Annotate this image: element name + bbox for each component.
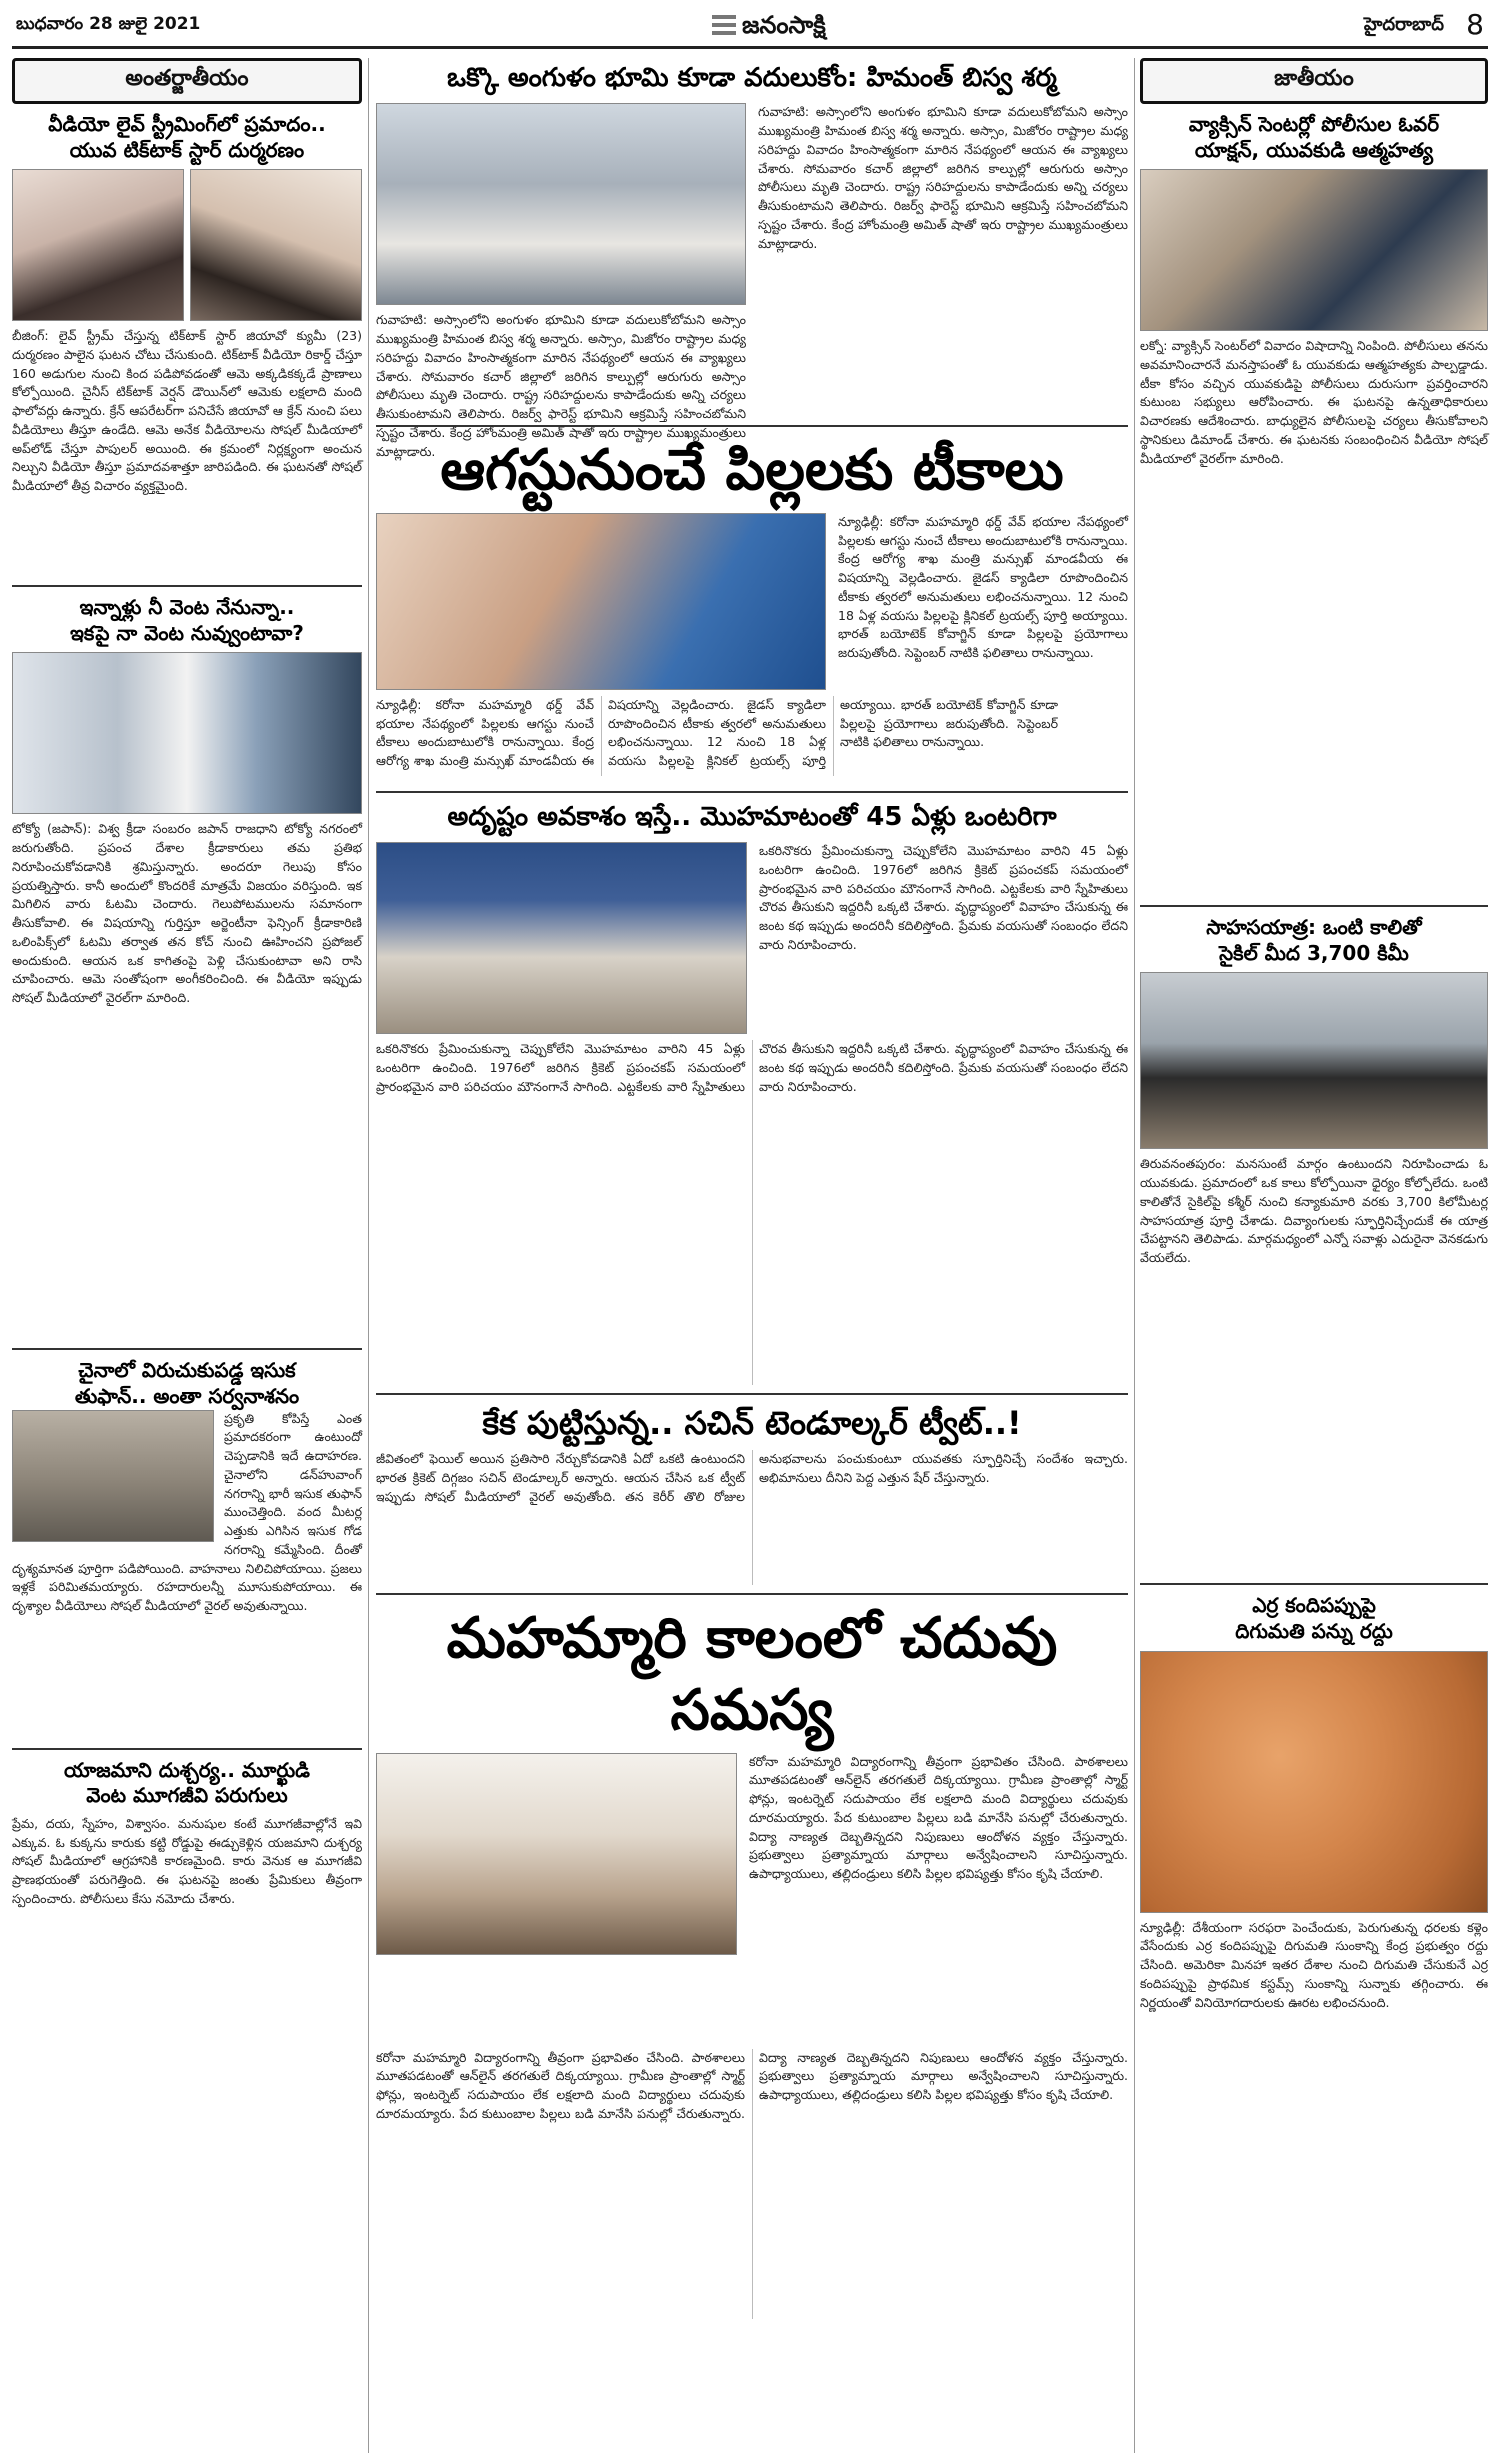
red-lentils-photo bbox=[1140, 1651, 1488, 1913]
story-body: ఒకరినొకరు ప్రేమించుకున్నా చెప్పుకోలేని మొహమాటం వారిని 45 ఏళ్లు ఒంటరిగా ఉంచింది. 1976లో జరిగిన క్రికెట్ ప్రపంచకప్ సమయంలో ప్రారంభమైన వారి పరిచయం మౌనంగానే సాగింది. ఎట్టకేలకు వారి స్నేహితులు చొరవ తీసుకుని ఇద్దరినీ ఒక్కటి చేశారు. వృద్ధాప్యంలో వివాహం చేసుకున్న ఈ జంట కథ ఇప్పుడు అందరినీ కదిలిస్తోంది. ప్రేమకు వయసుతో సంబంధం లేదని వారు నిరూపించారు. bbox=[759, 843, 1132, 952]
story-body: కరోనా మహమ్మారి విద్యారంగాన్ని తీవ్రంగా ప్రభావితం చేసింది. పాఠశాలలు మూతపడటంతో ఆన్‌లైన్ తరగతులే దిక్కయ్యాయి. గ్రామీణ ప్రాంతాల్లో స్మార్ట్ ఫోన్లు, ఇంటర్నెట్ సదుపాయం లేక లక్షలాది మంది విద్యార్థులు చదువుకు దూరమయ్యారు. పేద కుటుంబాల పిల్లలు బడి మానేసి పనుల్లో చేరుతున్నారు. విద్యా నాణ్యత దెబ్బతిన్నదని నిపుణులు ఆందోళన వ్యక్తం చేస్తున్నారు. ప్రభుత్వాలు ప్రత్యామ్నాయ మార్గాలు అన్వేషించాలని సూచిస్తున్నారు. ఉపాధ్యాయులు, తల్లిదండ్రులు కలిసి పిల్లల భవిష్యత్తు కోసం కృషి చేయాలి. bbox=[749, 1753, 1132, 1881]
story-body: తిరువనంతపురం: మనసుంటే మార్గం ఉంటుందని నిరూపించాడు ఓ యువకుడు. ప్రమాదంలో ఒక కాలు కోల్పోయినా ధైర్యం కోల్పోలేదు. ఒంటి కాలితోనే సైకిల్‌పై కశ్మీర్ నుంచి కన్యాకుమారి వరకు 3,700 కిలోమీటర్ల సాహసయాత్ర పూర్తి చేశాడు. దివ్యాంగులకు స్ఫూర్తినిచ్చేందుకే ఈ యాత్ర చేపట్టానని తెలిపాడు. మార్గమధ్యంలో ఎన్నో సవాళ్లు ఎదురైనా వెనకడుగు వేయలేదు. bbox=[1140, 1156, 1492, 1266]
column-divider bbox=[368, 58, 369, 2453]
story-body-continued: న్యూఢిల్లీ: కరోనా మహమ్మారి థర్డ్ వేవ్ భయాల నేపథ్యంలో పిల్లలకు ఆగస్టు నుంచే టీకాలు అందుబాటులోకి రానున్నాయి. కేంద్ర ఆరోగ్య శాఖ మంత్రి మన్సుఖ్ మాండవీయ ఈ విషయాన్ని వెల్లడించారు. జైడస్ క్యాడిలా రూపొందించిన టీకాకు త్వరలో అనుమతులు లభించనున్నాయి. 12 నుంచి 18 ఏళ్ల వయసు పిల్లలపై క్లినికల్ ట్రయల్స్ పూర్తి అయ్యాయి. భారత్ బయోటెక్ కోవాగ్జిన్ కూడా పిల్లలపై ప్రయోగాలు జరుపుతోంది. సెప్టెంబర్ నాటికి ఫలితాలు రానున్నాయి. bbox=[838, 513, 1132, 661]
elderly-couple-photo bbox=[376, 842, 747, 1034]
story-wrap bbox=[12, 1410, 366, 1740]
himanta-sarma-photo bbox=[376, 103, 746, 305]
headline-line: వెంట మూగజీవి పరుగులు bbox=[86, 1783, 288, 1808]
vaccine-injection-photo bbox=[376, 513, 826, 690]
divider bbox=[376, 1593, 1128, 1595]
story-headline bbox=[1140, 112, 1488, 163]
story-headline bbox=[1140, 1593, 1488, 1644]
story-headline: కేక పుట్టిస్తున్న.. సచిన్ టెండూల్కర్ ట్వీట్‌..! bbox=[482, 1404, 1022, 1443]
masthead bbox=[12, 8, 1488, 49]
divider bbox=[12, 1748, 362, 1750]
tiktok-star-photo-2 bbox=[190, 169, 362, 321]
headline-line: ఎర్ర కందిపప్పుపై bbox=[1252, 1593, 1376, 1618]
story-body: టోక్యో (జపాన్): విశ్వ క్రీడా సంబరం జపాన్ రాజధాని టోక్యో నగరంలో జరుగుతోంది. ప్రపంచ దేశాల క్రీడాకారులు తమ ప్రతిభ నిరూపించుకోవడానికి శ్రమిస్తున్నారు. అందరూ గెలుపు కోసం ప్రయత్నిస్తారు. కానీ అందులో కొందరికే మాత్రమే విజయం వరిస్తుంది. ఇక మిగిలిన వారు ఓటమి చెందారు. గెలుపోటములను సమానంగా తీసుకోవాలి. ఈ విషయాన్ని గుర్తిస్తూ అర్జెంటీనా ఫెన్సింగ్ క్రీడాకారిణి ఒలింపిక్స్‌లో ఓటమి తర్వాత తన కోచ్ నుంచి ఊహించని ప్రపోజల్ అందుకుంది. ఆయన ఒక కాగితంపై పెళ్లి చేసుకుంటావా అని రాసి చూపించారు. ఆమె సంతోషంగా అంగీకరించింది. ఈ వీడియో ఇప్పుడు సోషల్ మీడియాలో వైరల్‌గా మారింది. bbox=[12, 821, 366, 1006]
column-divider bbox=[1134, 58, 1135, 2453]
headline-line: యాజమాని దుశ్చర్య.. మూర్ఖుడి bbox=[64, 1757, 310, 1782]
headline-line: యువ టిక్‌టాక్ స్టార్ దుర్మరణం bbox=[69, 137, 305, 162]
divider bbox=[1140, 905, 1488, 907]
story-row bbox=[376, 103, 1132, 459]
section-label-national: జాతీయం bbox=[1140, 58, 1488, 104]
story-body: ప్రకృతి కోపిస్తే ఎంత ప్రమాదకరంగా ఉంటుందో చెప్పడానికి ఇదే ఉదాహరణ. చైనాలోని డన్‌హువాంగ్ నగరాన్ని భారీ ఇసుక తుఫాన్ ముంచెత్తింది. వంద మీటర్ల ఎత్తుకు ఎగిసిన ఇసుక గోడ నగరాన్ని కమ్మేసింది. దీంతో దృశ్యమానత పూర్తిగా పడిపోయింది. వాహనాలు నిలిచిపోయాయి. ప్రజలు ఇళ్లకే పరిమితమయ్యారు. రహదారులన్నీ మూసుకుపోయాయి. ఈ దృశ్యాల వీడియోలు సోషల్ మీడియాలో వైరల్ అవుతున్నాయి. bbox=[12, 1410, 366, 1614]
story-body: లక్నో: వ్యాక్సిన్ సెంటర్‌లో వివాదం విషాదాన్ని నింపింది. పోలీసులు తనను అవమానించారనే మనస్తాపంతో ఓ యువకుడు ఆత్మహత్యకు పాల్పడ్డాడు. టీకా కోసం వచ్చిన యువకుడిపై పోలీసులు దురుసుగా ప్రవర్తించారని కుటుంబ సభ్యులు ఆరోపించారు. ఈ ఘటనపై ఉన్నతాధికారులు విచారణకు ఆదేశించారు. బాధ్యులైన పోలీసులపై చర్యలు తీసుకోవాలని స్థానికులు డిమాండ్ చేశారు. ఈ ఘటనకు సంబంధించిన వీడియో సోషల్ మీడియాలో వైరల్‌గా మారింది. bbox=[1140, 338, 1492, 466]
divider bbox=[12, 1348, 362, 1350]
headline-line: దిగుమతి పన్ను రద్దు bbox=[1235, 1618, 1393, 1643]
headline-line: వ్యాక్సిన్ సెంటర్లో పోలీసుల ఓవర్ bbox=[1188, 112, 1440, 136]
cyclist-photo bbox=[1140, 972, 1488, 1149]
logo-icon bbox=[712, 15, 736, 35]
story-headline bbox=[12, 595, 362, 646]
headline-line: ఇన్నాళ్లు నీ వెంట నేనున్నా.. bbox=[79, 595, 295, 620]
logo-text: జనంసాక్షి bbox=[742, 10, 826, 39]
story-body: ప్రేమ, దయ, స్నేహం, విశ్వాసం. మనుషుల కంటే మూగజీవాల్లోనే ఇవి ఎక్కువ. ఓ కుక్కను కారుకు కట్టి రోడ్డుపై ఈడ్చుకెళ్లిన యజమాని దుశ్చర్య సోషల్ మీడియాలో ఆగ్రహానికి కారణమైంది. కారు వెనుక ఆ మూగజీవి ప్రాణభయంతో పరుగెత్తింది. ఈ ఘటనపై జంతు ప్రేమికులు తీవ్రంగా స్పందించారు. పోలీసులు కేసు నమోదు చేశారు. bbox=[12, 1815, 366, 1906]
fencing-proposal-photo bbox=[12, 652, 362, 814]
divider bbox=[376, 791, 1128, 793]
story-headline: అదృష్టం అవకాశం ఇస్తే.. మొహమాటంతో 45 ఏళ్లు ఒంటరిగా bbox=[447, 801, 1057, 832]
story-headline bbox=[12, 1758, 362, 1809]
sandstorm-photo bbox=[12, 1410, 214, 1542]
headline-line: వీడియో లైవ్ స్ట్రీమింగ్‌లో ప్రమాదం.. bbox=[48, 112, 326, 136]
newspaper-logo bbox=[712, 10, 826, 45]
story-row bbox=[376, 1753, 1132, 2043]
divider bbox=[12, 585, 362, 587]
section-label-international: అంతర్జాతీయం bbox=[12, 58, 362, 104]
edition-city: హైదరాబాద్ bbox=[1363, 14, 1444, 35]
story-body: న్యూఢిల్లీ: కరోనా మహమ్మారి థర్డ్ వేవ్ భయాల నేపథ్యంలో పిల్లలకు ఆగస్టు నుంచే టీకాలు అందుబాటులోకి రానున్నాయి. కేంద్ర ఆరోగ్య శాఖ మంత్రి మన్సుఖ్ మాండవీయ ఈ విషయాన్ని వెల్లడించారు. జైడస్ క్యాడిలా రూపొందించిన టీకాకు త్వరలో అనుమతులు లభించనున్నాయి. 12 నుంచి 18 ఏళ్ల వయసు పిల్లలపై క్లినికల్ ట్రయల్స్ పూర్తి అయ్యాయి. భారత్ బయోటెక్ కోవాగ్జిన్ కూడా పిల్లలపై ప్రయోగాలు జరుపుతోంది. సెప్టెంబర్ నాటికి ఫలితాలు రానున్నాయి. bbox=[376, 696, 1062, 769]
divider bbox=[1140, 1583, 1488, 1585]
story-body-continued: గువాహటి: అస్సాంలోని అంగుళం భూమిని కూడా వదులుకోబోమని అస్సాం ముఖ్యమంత్రి హిమంత బిస్వ శర్మ అన్నారు. అస్సాం, మిజోరం రాష్ట్రాల మధ్య సరిహద్దు వివాదం హింసాత్మకంగా మారిన నేపథ్యంలో ఆయన ఈ వ్యాఖ్యలు చేశారు. సోమవారం కచార్ జిల్లాలో జరిగిన కాల్పుల్లో ఆరుగురు అస్సాం పోలీసులు మృతి చెందారు. రాష్ట్ర సరిహద్దులను కాపాడేందుకు అన్ని చర్యలు తీసుకుంటామని తెలిపారు. రిజర్వ్ ఫారెస్ట్ భూమిని ఆక్రమిస్తే సహించబోమని స్పష్టం చేశారు. కేంద్ర హోంమంత్రి అమిత్ షాతో ఇరు రాష్ట్రాల ముఖ్యమంత్రులు మాట్లాడారు. bbox=[758, 104, 1132, 251]
headline-line: ఇకపై నా వెంట నువ్వుంటావా? bbox=[70, 620, 304, 645]
story-body: న్యూఢిల్లీ: దేశీయంగా సరఫరా పెంచేందుకు, పెరుగుతున్న ధరలకు కళ్లెం వేసేందుకు ఎర్ర కందిపప్పుపై దిగుమతి సుంకాన్ని కేంద్ర ప్రభుత్వం రద్దు చేసింది. అమెరికా మినహా ఇతర దేశాల నుంచి దిగుమతి చేసుకునే ఎర్ర కందిపప్పుపై ప్రాథమిక కస్టమ్స్ సుంకాన్ని సున్నాకు తగ్గించారు. ఈ నిర్ణయంతో వినియోగదారులకు ఊరట లభించనుంది. bbox=[1140, 1919, 1492, 2010]
left-column bbox=[12, 58, 366, 2453]
middle-column bbox=[376, 58, 1132, 2453]
headline-line: సైకిల్ మీద 3,700 కిమీ bbox=[1219, 940, 1409, 965]
story-body: జీవితంలో ఫెయిల్ అయిన ప్రతిసారి నేర్చుకోవడానికి ఏదో ఒకటి ఉంటుందని భారత క్రికెట్ దిగ్గజం సచిన్ టెండూల్కర్ అన్నారు. ఆయన చేసిన ఒక ట్వీట్ ఇప్పుడు సోషల్ మీడియాలో వైరల్ అవుతోంది. తన కెరీర్ తొలి రోజుల అనుభవాలను పంచుకుంటూ యువతకు స్ఫూర్తినిచ్చే సందేశం ఇచ్చారు. అభిమానులు దీనిని పెద్ద ఎత్తున షేర్ చేస్తున్నారు. bbox=[376, 1451, 1132, 1504]
story-headline bbox=[12, 112, 362, 163]
story-body: బీజింగ్: లైవ్ స్ట్రీమ్ చేస్తున్న టిక్‌టాక్ స్టార్ జియావో క్యుమీ (23) దుర్మరణం పాలైన ఘటన చోటు చేసుకుంది. టిక్‌టాక్ వీడియో రికార్డ్ చేస్తూ 160 అడుగుల నుంచి కింద పడిపోవడంతో ఆమె అక్కడికక్కడే ప్రాణాలు కోల్పోయింది. చైనీస్ టిక్‌టాక్ వెర్షన్ డౌయిన్‌లో ఆమెకు లక్షలాది మంది ఫాలోవర్లు ఉన్నారు. క్రేన్ ఆపరేటర్‌గా పనిచేసే జియావో ఆ క్రేన్ నుంచి పలు వీడియోలు తీస్తూ ఉండేది. ఆమె అనేక వీడియోలను సోషల్ మీడియాలో అప్‌లోడ్ చేస్తూ పాపులర్ అయింది. ఈ క్రమంలో నిర్లక్ష్యంగా అంచున నిల్చుని వీడియో తీస్తూ ప్రమాదవశాత్తూ జారిపడింది. ఈ ఘటనతో సోషల్ మీడియాలో తీవ్ర విచారం వ్యక్తమైంది. bbox=[12, 328, 366, 494]
story-body-continued: కరోనా మహమ్మారి విద్యారంగాన్ని తీవ్రంగా ప్రభావితం చేసింది. పాఠశాలలు మూతపడటంతో ఆన్‌లైన్ తరగతులే దిక్కయ్యాయి. గ్రామీణ ప్రాంతాల్లో స్మార్ట్ ఫోన్లు, ఇంటర్నెట్ సదుపాయం లేక లక్షలాది మంది విద్యార్థులు చదువుకు దూరమయ్యారు. పేద కుటుంబాల పిల్లలు బడి మానేసి పనుల్లో చేరుతున్నారు. విద్యా నాణ్యత దెబ్బతిన్నదని నిపుణులు ఆందోళన వ్యక్తం చేస్తున్నారు. ప్రభుత్వాలు ప్రత్యామ్నాయ మార్గాలు అన్వేషించాలని సూచిస్తున్నారు. ఉపాధ్యాయులు, తల్లిదండ్రులు కలిసి పిల్లల భవిష్యత్తు కోసం కృషి చేయాలి. bbox=[376, 2049, 1132, 2121]
story-headline bbox=[1140, 915, 1488, 966]
story-body-continued: ఒకరినొకరు ప్రేమించుకున్నా చెప్పుకోలేని మొహమాటం వారిని 45 ఏళ్లు ఒంటరిగా ఉంచింది. 1976లో జరిగిన క్రికెట్ ప్రపంచకప్ సమయంలో ప్రారంభమైన వారి పరిచయం మౌనంగానే సాగింది. ఎట్టకేలకు వారి స్నేహితులు చొరవ తీసుకుని ఇద్దరినీ ఒక్కటి చేశారు. వృద్ధాప్యంలో వివాహం చేసుకున్న ఈ జంట కథ ఇప్పుడు అందరినీ కదిలిస్తోంది. ప్రేమకు వయసుతో సంబంధం లేదని వారు నిరూపించారు. bbox=[376, 1041, 1132, 1094]
divider bbox=[376, 1393, 1128, 1395]
story-body: గువాహటి: అస్సాంలోని అంగుళం భూమిని కూడా వదులుకోబోమని అస్సాం ముఖ్యమంత్రి హిమంత బిస్వ శర్మ అన్నారు. అస్సాం, మిజోరం రాష్ట్రాల మధ్య సరిహద్దు వివాదం హింసాత్మకంగా మారిన నేపథ్యంలో ఆయన ఈ వ్యాఖ్యలు చేశారు. సోమవారం కచార్ జిల్లాలో జరిగిన కాల్పుల్లో ఆరుగురు అస్సాం పోలీసులు మృతి చెందారు. రాష్ట్ర సరిహద్దులను కాపాడేందుకు అన్ని చర్యలు తీసుకుంటామని తెలిపారు. రిజర్వ్ ఫారెస్ట్ భూమిని ఆక్రమిస్తే సహించబోమని స్పష్టం చేశారు. కేంద్ర హోంమంత్రి అమిత్ షాతో ఇరు రాష్ట్రాల ముఖ్యమంత్రులు మాట్లాడారు. bbox=[376, 312, 750, 459]
right-column bbox=[1140, 58, 1492, 2453]
headline-line: యాక్షన్‌, యువకుడి ఆత్మహత్య bbox=[1194, 137, 1434, 162]
story-headline: ఒక్కొ అంగుళం భూమి కూడా వదులుకోం: హిమంత్ బిస్వ శర్మ bbox=[447, 63, 1057, 93]
story-row bbox=[376, 513, 1132, 783]
story-left-part bbox=[376, 513, 1062, 783]
headline-line: చైనాలో విరుచుకుపడ్డ ఇసుక bbox=[78, 1358, 296, 1383]
story-headline: మహమ్మారి కాలంలో చదువు సమస్య bbox=[446, 1605, 1058, 1743]
headline-line: సాహసయాత్ర: ఒంటి కాలితో bbox=[1206, 915, 1422, 940]
page-number: 8 bbox=[1466, 8, 1484, 41]
story-headline: ఆగస్టునుంచే పిల్లలకు టీకాలు bbox=[440, 437, 1064, 504]
tiktok-star-photo-1 bbox=[12, 169, 184, 321]
issue-date: బుధవారం 28 జులై 2021 bbox=[16, 14, 201, 34]
story-left-part bbox=[376, 103, 750, 459]
story-headline bbox=[12, 1358, 362, 1409]
student-studying-photo bbox=[376, 1753, 737, 1955]
vaccine-center-photo bbox=[1140, 169, 1488, 331]
photo-row bbox=[12, 169, 362, 321]
headline-line: తుఫాన్‌.. అంతా సర్వనాశనం bbox=[74, 1383, 300, 1408]
story-row bbox=[376, 842, 1132, 1034]
